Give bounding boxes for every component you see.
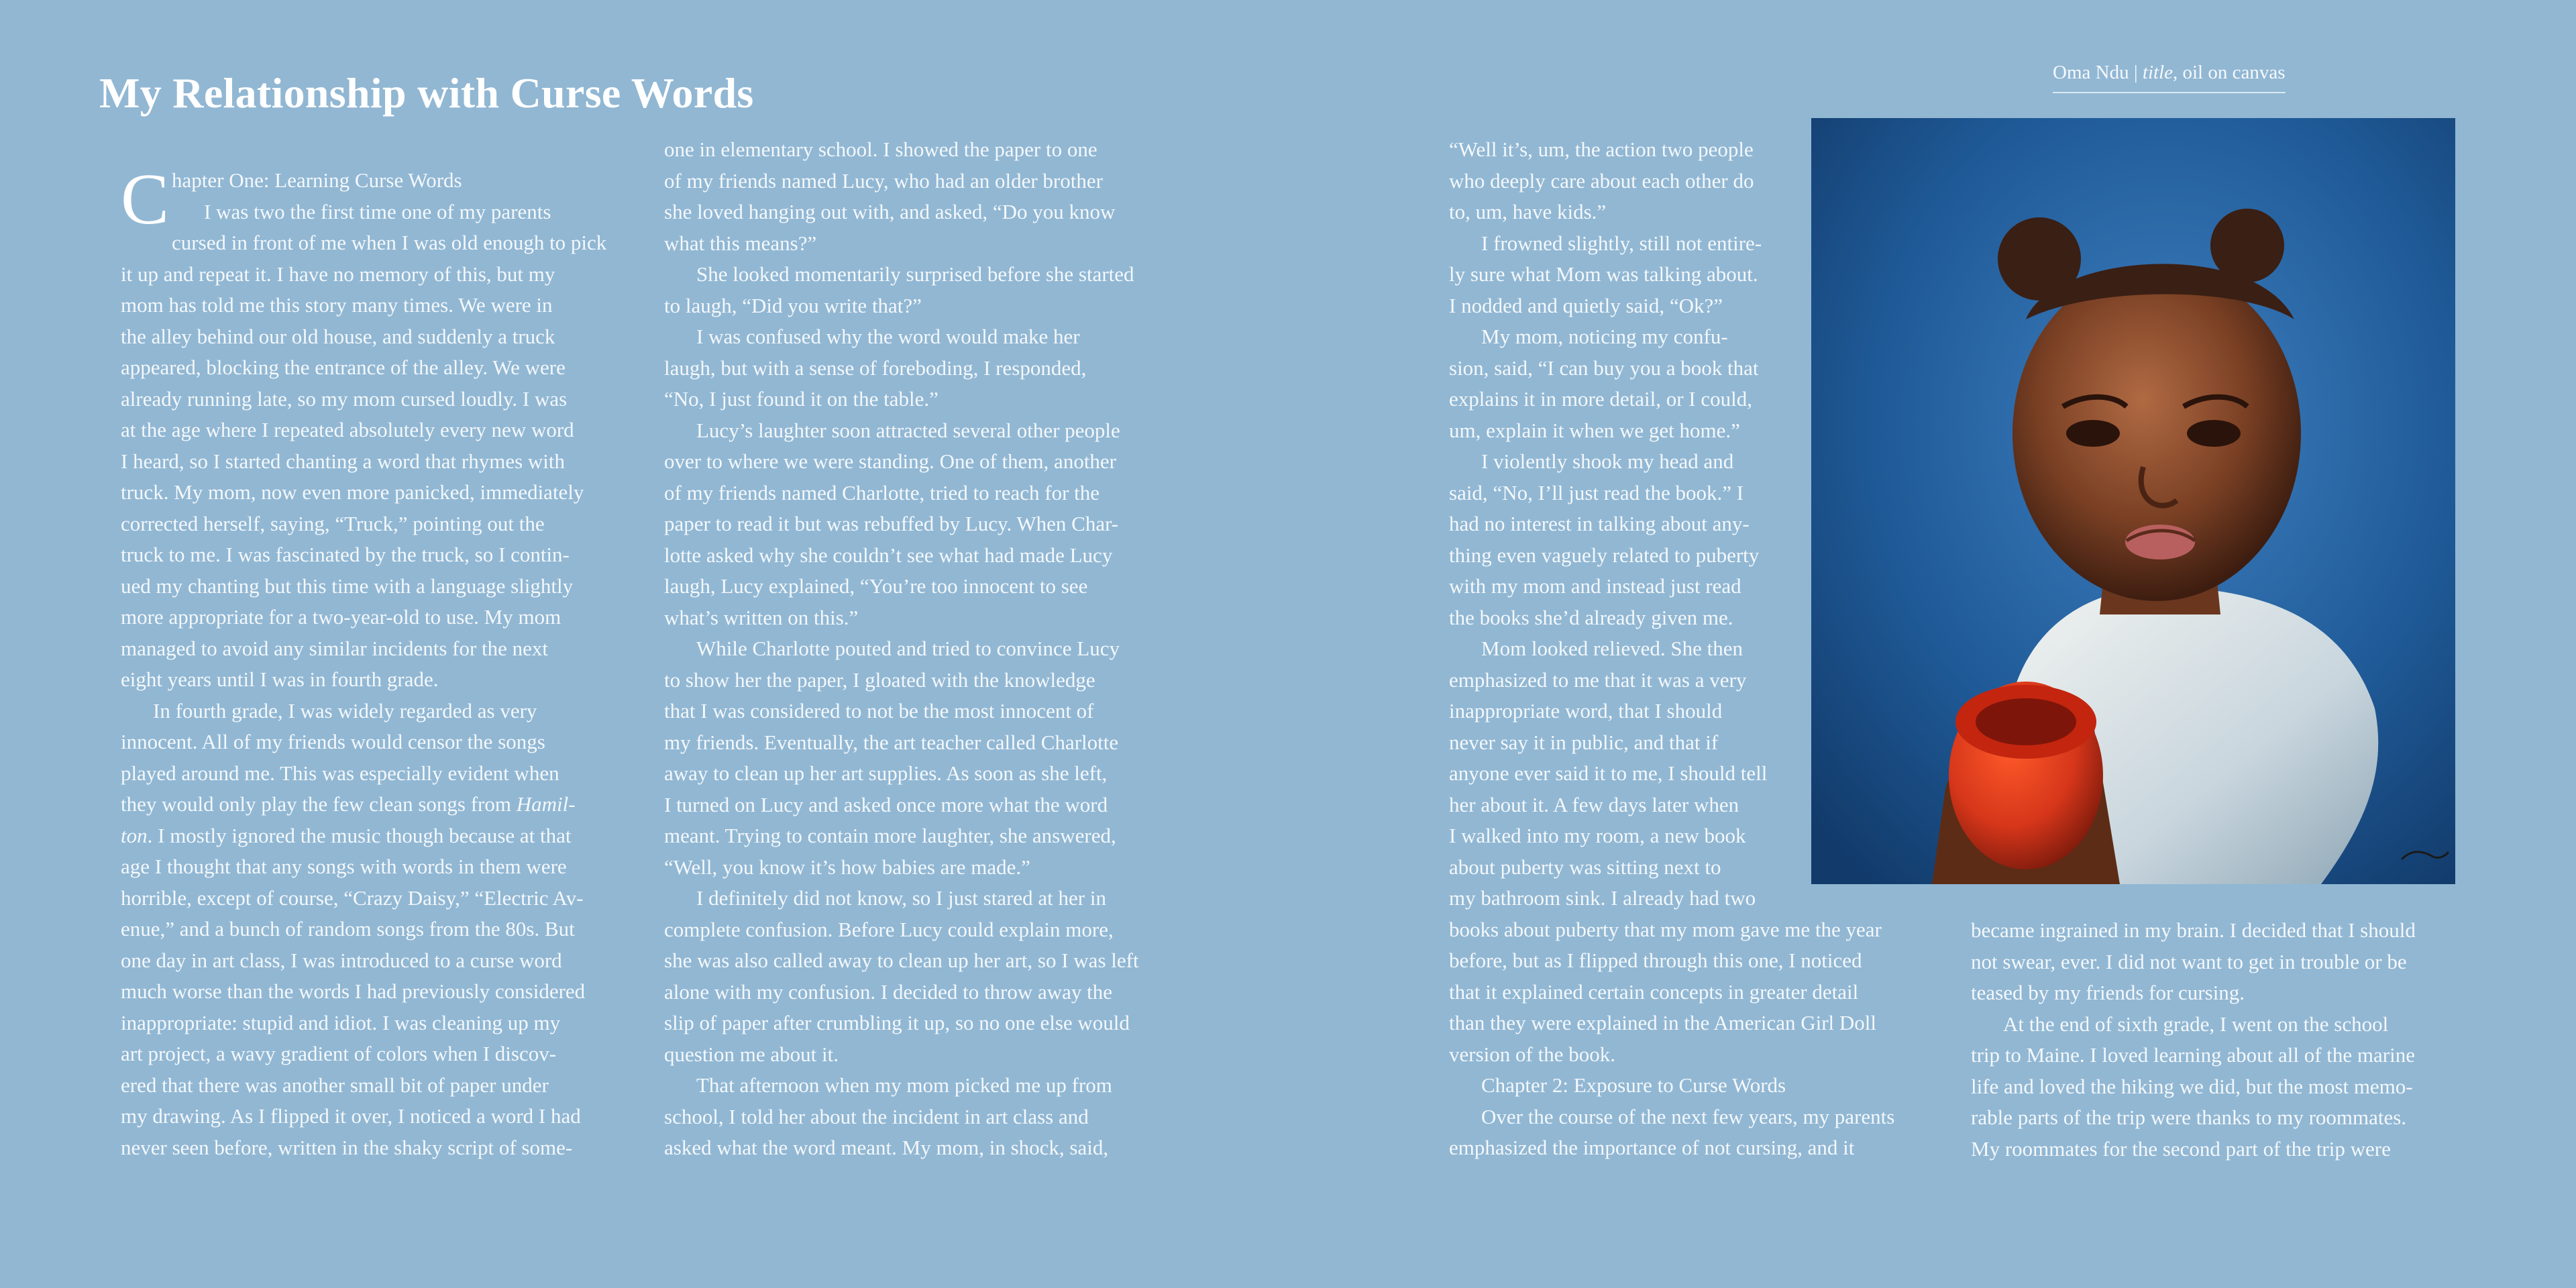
text-line: who deeply care about each other do (1449, 168, 1754, 193)
text-line: In fourth grade, I was widely regarded as very (153, 698, 537, 722)
text-line: Mom looked relieved. She then (1481, 637, 1743, 660)
text-line: that it explained certain concepts in greater detail (1449, 979, 1859, 1004)
text-line: emphasized to me that it was a very (1449, 667, 1747, 692)
text-line: books about puberty that my mom gave me the year (1449, 917, 1882, 941)
text-line: art project, a wavy gradient of colors when I discov- (121, 1042, 557, 1065)
text-line: to show her the paper, I gloated with the knowledge (664, 667, 1095, 692)
text-line: I turned on Lucy and asked once more what the word (664, 792, 1108, 816)
text-line: corrected herself, saying, “Truck,” pointing out the (121, 511, 545, 535)
text-line: school, I told her about the incident in art class and (664, 1104, 1089, 1128)
text-line: over to where we were standing. One of them, another (664, 449, 1117, 473)
chapter-heading-text: hapter One: Learning Curse Words (172, 168, 462, 192)
text-line: “No, I just found it on the table.” (664, 387, 938, 411)
text-line: My roommates for the second part of the trip were (1971, 1136, 2391, 1161)
text-line: My mom, noticing my confu- (1481, 325, 1728, 348)
text-line: version of the book. (1449, 1042, 1615, 1066)
text-line: age I thought that any songs with words in them were (121, 855, 567, 878)
text-line: slip of paper after crumbling it up, so no one else would (664, 1011, 1130, 1034)
text-line: anyone ever said it to me, I should tell (1449, 761, 1768, 785)
text-line: truck to me. I was fascinated by the truck, so I contin- (121, 543, 570, 566)
italic-title: ton (121, 823, 148, 847)
text-line: explains it in more detail, or I could, (1449, 387, 1752, 411)
text-line: rable parts of the trip were thanks to my roommates. (1971, 1106, 2407, 1129)
text-line: before, but as I flipped through this one, I noticed (1449, 949, 1862, 972)
text-line-rest: . I mostly ignored the music though because at that (147, 823, 572, 847)
text-line: laugh, Lucy explained, “You’re too innocent to see (664, 574, 1088, 598)
text-line: truck. My mom, now even more panicked, immediately (121, 480, 584, 504)
text-line: I violently shook my head and (1481, 449, 1734, 473)
text-line: I frowned slightly, still not entire- (1481, 231, 1762, 255)
text-line: horrible, except of course, “Crazy Daisy,” “Electric Av- (121, 885, 584, 910)
text-line: inappropriate word, that I should (1449, 699, 1723, 722)
text-line: um, explain it when we get home.” (1449, 418, 1740, 442)
text-line: ered that there was another small bit of paper under (121, 1073, 549, 1097)
text-line: appeared, blocking the entrance of the alley. We were (121, 356, 566, 379)
caption-title: title (2142, 62, 2173, 83)
text-line: sion, said, “I can buy you a book that (1449, 356, 1759, 380)
text-line: of my friends named Charlotte, tried to reach for the (664, 480, 1100, 504)
text-line: question me about it. (664, 1042, 839, 1066)
text-line: eight years until I was in fourth grade. (121, 667, 439, 691)
text-line: laugh, but with a sense of foreboding, I responded, (664, 356, 1087, 380)
text-line: what’s written on this.” (664, 605, 859, 629)
text-line: already running late, so my mom cursed loudly. I was (121, 386, 568, 411)
text-line: complete confusion. Before Lucy could explain more, (664, 917, 1114, 941)
text-column-4 (1971, 915, 2416, 1165)
drop-cap: C (121, 160, 170, 239)
text-line: lotte asked why she couldn’t see what had made Lucy (664, 543, 1113, 567)
painting-image (1811, 118, 2455, 884)
text-line: never seen before, written in the shaky script of some- (121, 1135, 573, 1159)
article-title: My Relationship with Curse Words (99, 69, 754, 117)
text-line: to, um, have kids.” (1449, 200, 1607, 223)
caption-artist: Oma Ndu (2053, 62, 2129, 83)
text-line: meant. Trying to contain more laughter, she answered, (664, 824, 1116, 847)
text-line: That afternoon when my mom picked me up from (696, 1073, 1112, 1097)
text-line: my friends. Eventually, the art teacher called Charlotte (664, 730, 1119, 754)
text-line: paper to read it but was rebuffed by Lucy. When Char- (664, 512, 1119, 535)
text-line: I was two the first time one of my parents (204, 199, 551, 223)
text-line: I heard, so I started chanting a word that rhymes with (121, 449, 566, 473)
text-line: my drawing. As I flipped it over, I noticed a word I had (121, 1104, 581, 1128)
text-line: said, “No, I’ll just read the book.” I (1449, 480, 1744, 504)
text-line: had no interest in talking about any- (1449, 512, 1750, 535)
text-line-start: they would only play the few clean songs from (121, 792, 517, 816)
text-line: it up and repeat it. I have no memory of this, but my (121, 262, 555, 286)
text-column-2 (664, 134, 1139, 1164)
text-line: she loved hanging out with, and asked, “Do you know (664, 200, 1116, 223)
text-line: became ingrained in my brain. I decided that I should (1971, 918, 2416, 942)
text-line: enue,” and a bunch of random songs from the 80s. But (121, 917, 575, 941)
text-line: At the end of sixth grade, I went on the school (2003, 1012, 2389, 1036)
text-line: my bathroom sink. I already had two (1449, 886, 1756, 910)
caption-medium: , oil on canvas (2173, 62, 2286, 83)
text-line: with my mom and instead just read (1449, 574, 1741, 598)
text-line: to laugh, “Did you write that?” (664, 293, 922, 317)
text-line: innocent. All of my friends would censor the songs (121, 730, 545, 753)
text-line: inappropriate: stupid and idiot. I was cleaning up my (121, 1010, 561, 1034)
text-line: Over the course of the next few years, my parents (1481, 1104, 1895, 1128)
text-line: what this means?” (664, 231, 817, 255)
text-line: asked what the word meant. My mom, in shock, said, (664, 1136, 1109, 1159)
text-line (121, 789, 585, 820)
text-line: mom has told me this story many times. We were in (121, 293, 553, 317)
text-line: more appropriate for a two-year-old to use. My mom (121, 605, 561, 629)
text-line: teased by my friends for cursing. (1971, 981, 2245, 1004)
caption-separator: | (2133, 62, 2138, 83)
text-line: She looked momentarily surprised before she started (696, 262, 1134, 286)
text-line: about puberty was sitting next to (1449, 855, 1721, 879)
text-line: cursed in front of me when I was old enough to pick (172, 231, 607, 254)
text-line: she was also called away to clean up her art, so I was left (664, 949, 1139, 972)
figure-caption (2053, 62, 2286, 93)
text-line: I nodded and quietly said, “Ok?” (1449, 293, 1723, 317)
text-line: life and loved the hiking we did, but the most memo- (1971, 1074, 2413, 1098)
text-line: While Charlotte pouted and tried to convince Lucy (696, 637, 1120, 660)
text-line: alone with my confusion. I decided to throw away the (664, 979, 1113, 1004)
text-line: one in elementary school. I showed the paper to one (664, 138, 1097, 161)
text-line: the books she’d already given me. (1449, 605, 1733, 629)
text-line: of my friends named Lucy, who had an older brother (664, 168, 1103, 193)
text-line: thing even vaguely related to puberty (1449, 543, 1760, 567)
text-column-1 (121, 160, 607, 1163)
text-line: her about it. A few days later when (1449, 792, 1739, 816)
text-line: than they were explained in the American Girl Doll (1449, 1011, 1877, 1034)
text-line: that I was considered to not be the most innocent of (664, 699, 1094, 722)
text-line: not swear, ever. I did not want to get in trouble or be (1971, 949, 2407, 973)
text-line: at the age where I repeated absolutely every new word (121, 418, 574, 441)
italic-title: Hamil- (516, 792, 576, 816)
text-line: managed to avoid any similar incidents for the next (121, 636, 549, 660)
text-line: emphasized the importance of not cursing, and it (1449, 1136, 1855, 1159)
text-line: much worse than the words I had previously considered (121, 979, 586, 1003)
text-line (121, 820, 585, 852)
text-line: “Well, you know it’s how babies are made.” (664, 855, 1030, 879)
text-line: ued my chanting but this time with a language slightly (121, 574, 574, 598)
text-line: I was confused why the word would make her (696, 325, 1080, 348)
text-line: the alley behind our old house, and suddenly a truck (121, 324, 555, 348)
text-line: I definitely did not know, so I just stared at her in (696, 886, 1106, 910)
text-line: trip to Maine. I loved learning about all of the marine (1971, 1043, 2415, 1067)
text-line: Lucy’s laughter soon attracted several other people (696, 418, 1120, 442)
text-line: away to clean up her art supplies. As soon as she left, (664, 761, 1108, 785)
text-line: one day in art class, I was introduced to a curse word (121, 948, 562, 972)
text-line: ly sure what Mom was talking about. (1449, 262, 1758, 286)
text-line: played around me. This was especially evident when (121, 761, 559, 785)
text-column-3 (1449, 134, 1894, 1164)
chapter-heading-2: Chapter 2: Exposure to Curse Words (1481, 1073, 1786, 1097)
text-line: I walked into my room, a new book (1449, 824, 1746, 847)
text-line: never say it in public, and that if (1449, 730, 1719, 754)
text-line: “Well it’s, um, the action two people (1449, 138, 1754, 161)
